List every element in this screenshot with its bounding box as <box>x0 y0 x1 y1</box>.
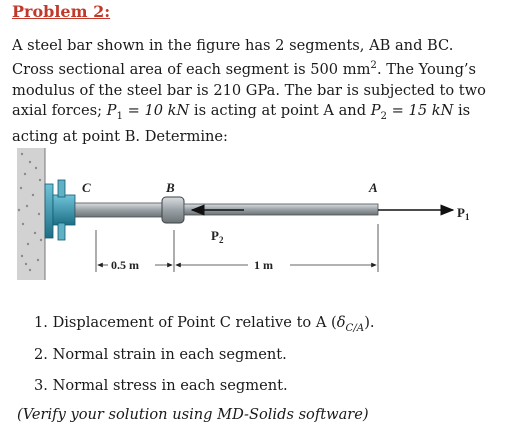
statement-text: A steel bar shown in the figure has 2 segments, AB and BC. Cross sectional area of each segment is 500 mm <box>12 37 454 79</box>
delta-subscript: C/A <box>345 322 365 334</box>
label-a: A <box>369 180 378 195</box>
area-exponent: 2 <box>370 60 377 72</box>
label-p2: $P_2$ <box>211 228 224 245</box>
software-note: (Verify your solution using MD-Solids software) <box>17 406 369 423</box>
question-1-end: ). <box>364 314 375 331</box>
fixed-bracket <box>45 180 75 240</box>
statement-text: is acting at point A and <box>189 102 371 120</box>
delta-symbol: δ <box>336 314 346 331</box>
label-b: B <box>166 180 175 195</box>
problem-statement <box>12 36 498 148</box>
question-1-text: 1. Displacement of Point C relative to A ( <box>34 314 337 331</box>
p2-symbol: P <box>370 102 381 120</box>
question-3: 3. Normal stress in each segment. <box>34 377 288 394</box>
question-1 <box>34 314 375 334</box>
segment-cb <box>75 203 165 217</box>
statement-text: is acting at point B. Determine: <box>12 102 471 146</box>
dim-right-label: 1 m <box>254 258 273 272</box>
p2-subscript: 2 <box>380 110 388 122</box>
label-p1: $P_1$ <box>457 205 470 222</box>
statement-text: . The Young’s modulus of the steel bar is 210 GPa. The bar is subjected to two axial forces; <box>12 61 486 120</box>
dim-left-label: 0.5 m <box>111 258 139 272</box>
bar-figure <box>0 140 506 290</box>
wall-support <box>17 148 45 280</box>
question-2: 2. Normal strain in each segment. <box>34 346 287 363</box>
problem-title: Problem 2: <box>12 2 111 21</box>
p1-symbol: P <box>106 102 117 120</box>
coupling-b <box>162 197 184 223</box>
p2-value: = 15 kN <box>387 102 454 120</box>
label-c: C <box>82 180 91 195</box>
p1-subscript: 1 <box>116 110 123 122</box>
p1-value: = 10 kN <box>122 102 190 120</box>
